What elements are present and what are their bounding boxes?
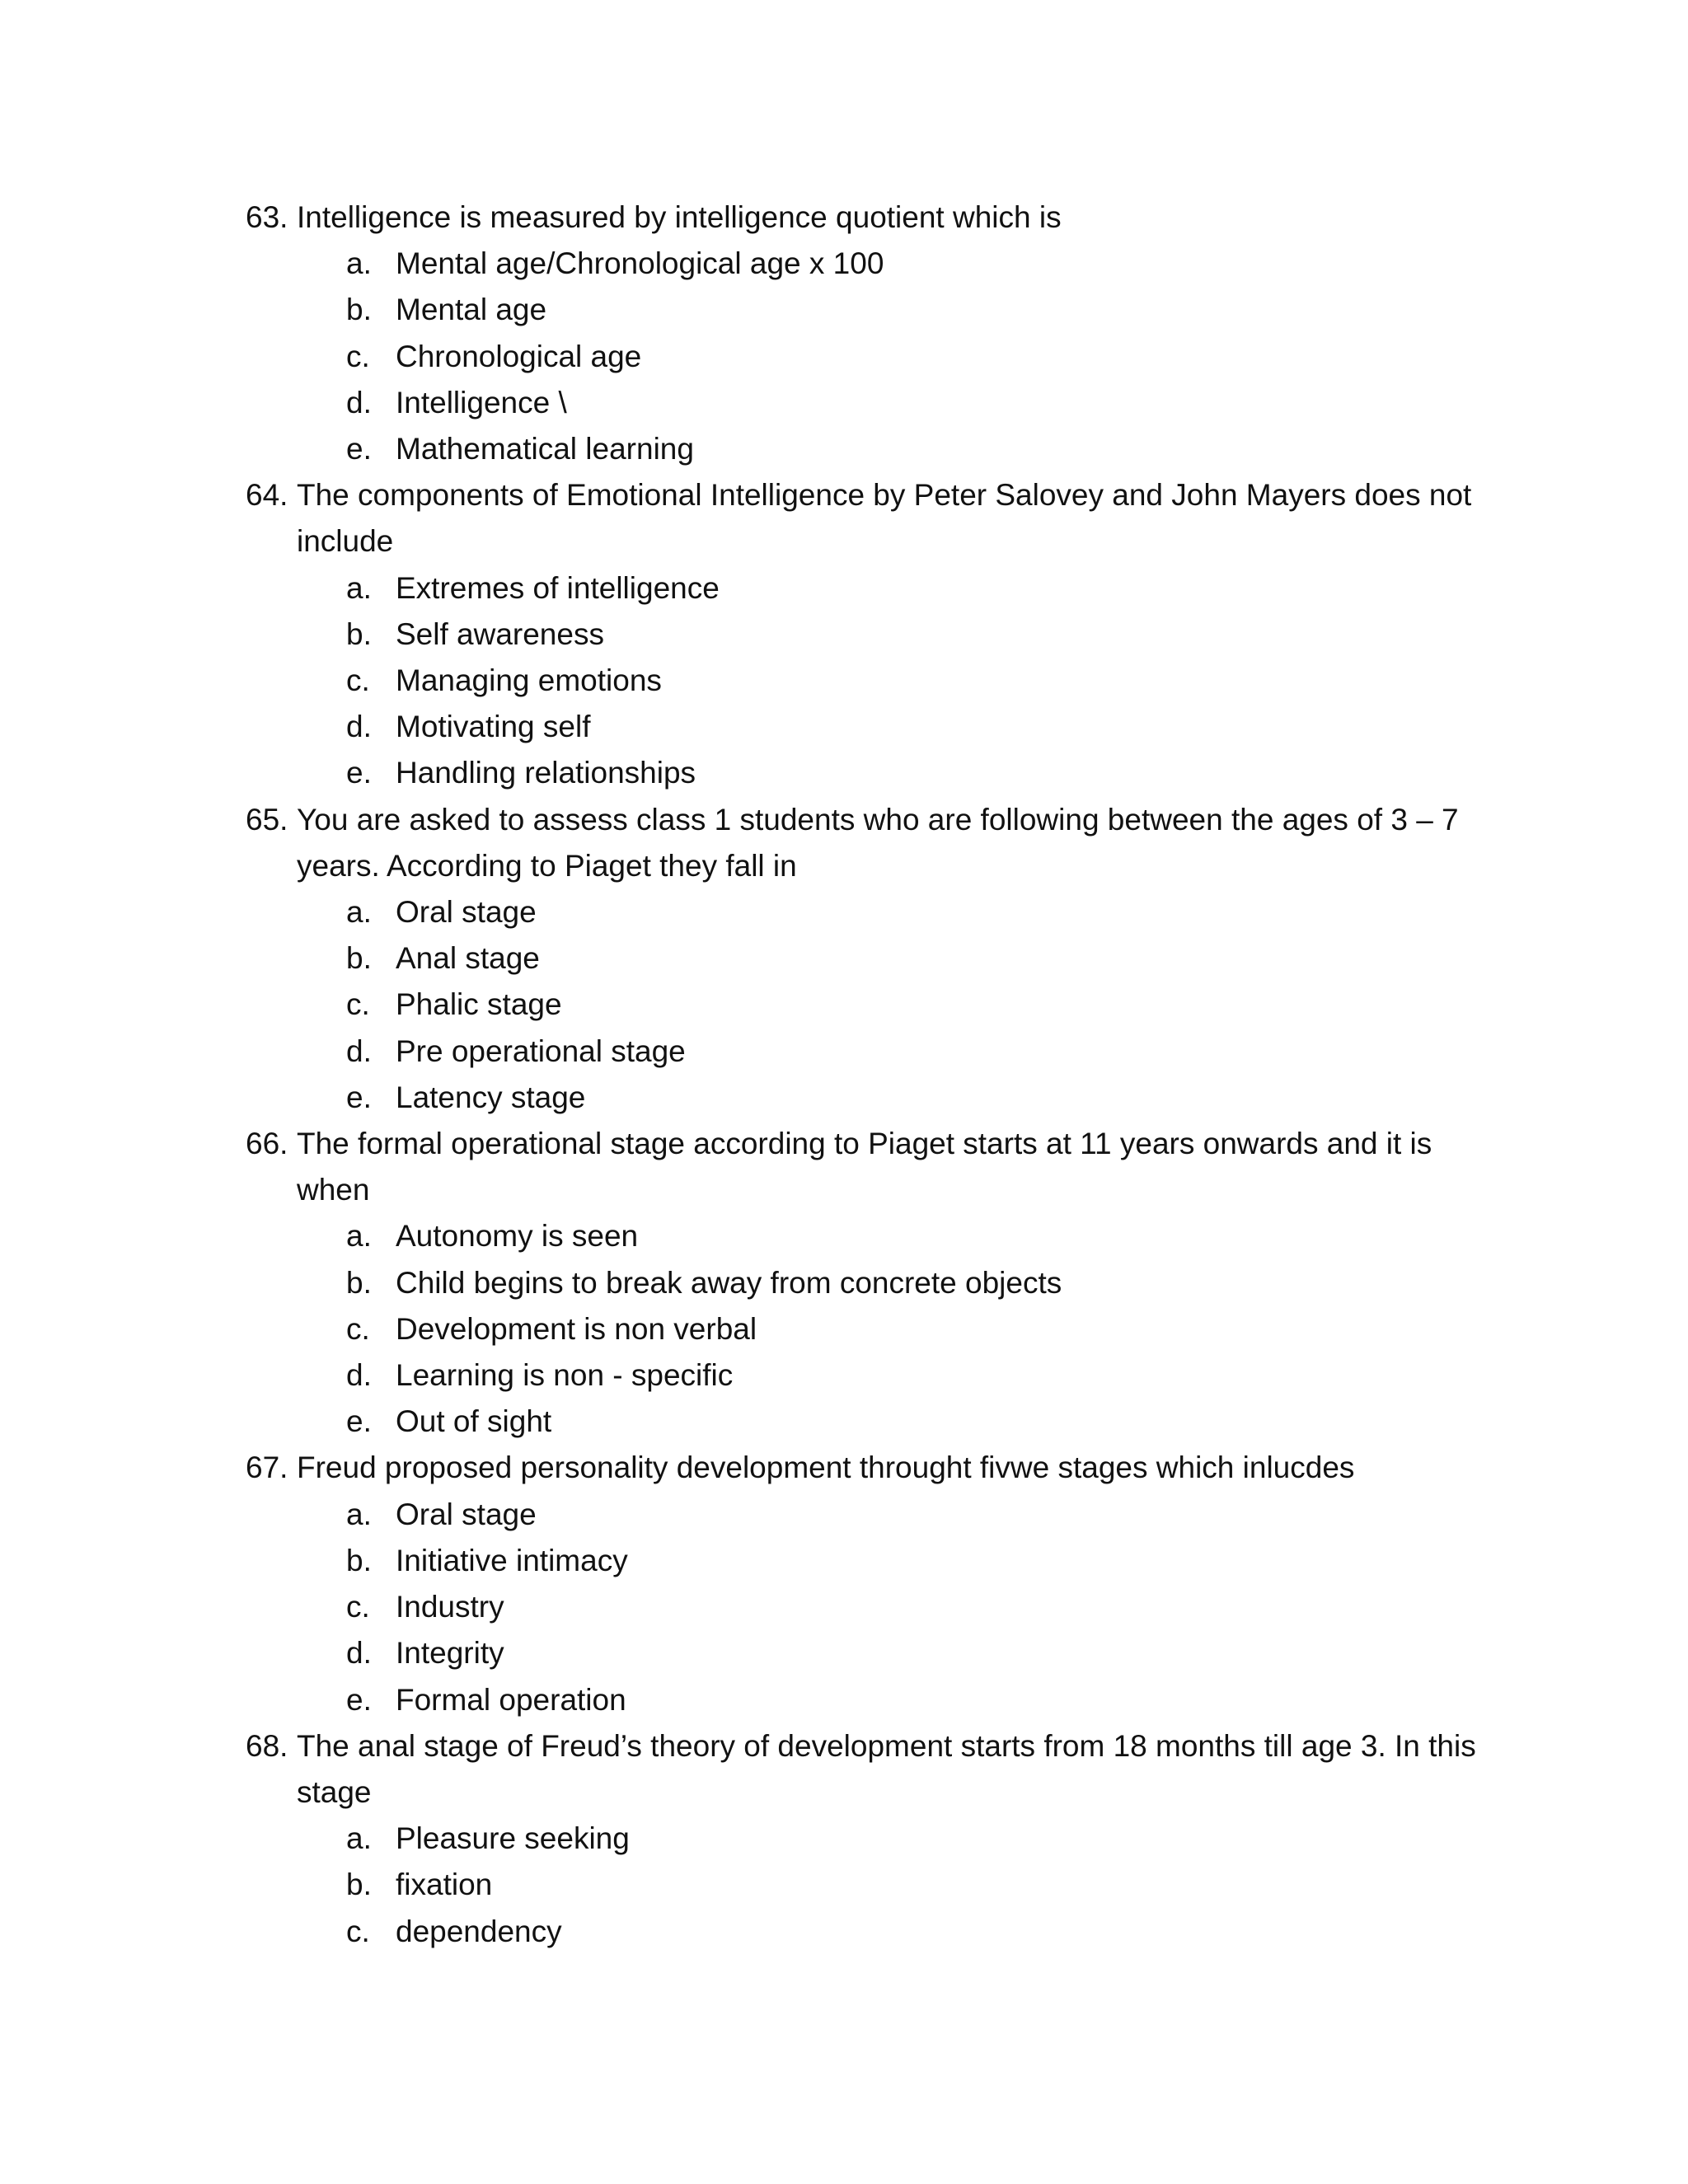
option-list [297, 565, 1482, 797]
option-letter: a. [346, 570, 372, 605]
option-letter: b. [346, 616, 372, 651]
option-list [297, 1816, 1482, 1955]
option-item [297, 1538, 1482, 1584]
question-item [246, 472, 1482, 796]
question-number: 64. [246, 478, 288, 513]
option-item [297, 704, 1482, 750]
option-item [297, 1213, 1482, 1259]
question-text: The anal stage of Freud’s theory of development starts from 18 months till age 3. In this stage [297, 1728, 1476, 1809]
question-text: Intelligence is measured by intelligence quotient which is [297, 200, 1062, 234]
question-text: Freud proposed personality development throught fivwe stages which inlucdes [297, 1451, 1355, 1485]
option-letter: a. [346, 1219, 372, 1254]
question-item [246, 1445, 1482, 1722]
option-letter: b. [346, 293, 372, 327]
option-text: Oral stage [396, 1497, 537, 1531]
option-text: Pre operational stage [396, 1033, 686, 1068]
option-text: Self awareness [396, 616, 604, 651]
option-item [297, 380, 1482, 426]
option-letter: c. [346, 987, 370, 1022]
option-letter: e. [346, 756, 372, 790]
option-letter: a. [346, 1821, 372, 1856]
option-list [297, 1213, 1482, 1445]
option-text: Motivating self [396, 710, 591, 744]
option-letter: e. [346, 1682, 372, 1717]
option-letter: d. [346, 1358, 372, 1393]
option-letter: d. [346, 1033, 372, 1068]
option-letter: b. [346, 1543, 372, 1577]
option-text: Out of sight [396, 1404, 552, 1439]
option-text: Pleasure seeking [396, 1821, 630, 1856]
option-text: Integrity [396, 1636, 504, 1671]
question-number: 66. [246, 1127, 288, 1161]
option-item [297, 1492, 1482, 1538]
option-text: Managing emotions [396, 663, 662, 698]
option-letter: c. [346, 1914, 370, 1948]
option-letter: e. [346, 432, 372, 466]
option-text: Industry [396, 1590, 504, 1624]
question-text: You are asked to assess class 1 students who are following between the ages of 3 – 7 years. According to Piaget they fall in [297, 802, 1459, 883]
option-text: Intelligence \ [396, 385, 567, 419]
option-letter: c. [346, 339, 370, 373]
question-number: 67. [246, 1451, 288, 1485]
option-list [297, 241, 1482, 472]
option-item [297, 565, 1482, 612]
question-text: The components of Emotional Intelligence by Peter Salovey and John Mayers does not include [297, 478, 1472, 559]
option-item [297, 1075, 1482, 1121]
option-item [297, 1260, 1482, 1306]
option-letter: b. [346, 1265, 372, 1300]
option-text: Handling relationships [396, 756, 696, 790]
option-item [297, 1029, 1482, 1075]
question-number: 63. [246, 200, 288, 234]
option-item [297, 426, 1482, 472]
option-letter: d. [346, 1636, 372, 1671]
option-letter: e. [346, 1404, 372, 1439]
option-text: Mental age/Chronological age x 100 [396, 246, 884, 281]
option-text: Extremes of intelligence [396, 570, 720, 605]
option-text: Formal operation [396, 1682, 626, 1717]
option-text: fixation [396, 1868, 493, 1902]
option-letter: c. [346, 1311, 370, 1346]
option-item [297, 889, 1482, 935]
option-letter: c. [346, 663, 370, 698]
option-text: Chronological age [396, 339, 642, 373]
question-item [246, 1723, 1482, 1955]
option-item [297, 334, 1482, 380]
question-item [246, 797, 1482, 1121]
question-number: 68. [246, 1728, 288, 1763]
option-text: Anal stage [396, 941, 540, 976]
option-item [297, 750, 1482, 796]
option-text: Oral stage [396, 895, 537, 930]
option-item [297, 1584, 1482, 1630]
option-text: Mathematical learning [396, 432, 694, 466]
option-letter: a. [346, 1497, 372, 1531]
option-item [297, 1862, 1482, 1908]
option-item [297, 1306, 1482, 1352]
option-item [297, 1630, 1482, 1676]
option-letter: a. [346, 895, 372, 930]
option-text: Autonomy is seen [396, 1219, 639, 1254]
option-text: Learning is non - specific [396, 1358, 734, 1393]
option-item [297, 1352, 1482, 1399]
option-item [297, 241, 1482, 287]
option-item [297, 658, 1482, 704]
option-item [297, 935, 1482, 982]
option-list [297, 1492, 1482, 1723]
option-letter: b. [346, 941, 372, 976]
question-item [246, 1121, 1482, 1445]
option-letter: b. [346, 1868, 372, 1902]
option-text: dependency [396, 1914, 562, 1948]
option-letter: d. [346, 385, 372, 419]
question-list [246, 194, 1482, 1955]
option-letter: e. [346, 1080, 372, 1114]
option-item [297, 612, 1482, 658]
option-text: Initiative intimacy [396, 1543, 628, 1577]
option-letter: a. [346, 246, 372, 281]
option-item [297, 1399, 1482, 1445]
option-text: Latency stage [396, 1080, 586, 1114]
question-number: 65. [246, 802, 288, 837]
option-item [297, 1909, 1482, 1955]
option-text: Phalic stage [396, 987, 562, 1022]
option-text: Mental age [396, 293, 547, 327]
option-letter: c. [346, 1590, 370, 1624]
option-list [297, 889, 1482, 1121]
option-letter: d. [346, 710, 372, 744]
option-item [297, 982, 1482, 1028]
option-item [297, 287, 1482, 333]
question-text: The formal operational stage according to Piaget starts at 11 years onwards and it is when [297, 1127, 1432, 1207]
option-text: Development is non verbal [396, 1311, 757, 1346]
option-item [297, 1816, 1482, 1862]
option-text: Child begins to break away from concrete objects [396, 1265, 1062, 1300]
question-item [246, 194, 1482, 472]
option-item [297, 1677, 1482, 1723]
